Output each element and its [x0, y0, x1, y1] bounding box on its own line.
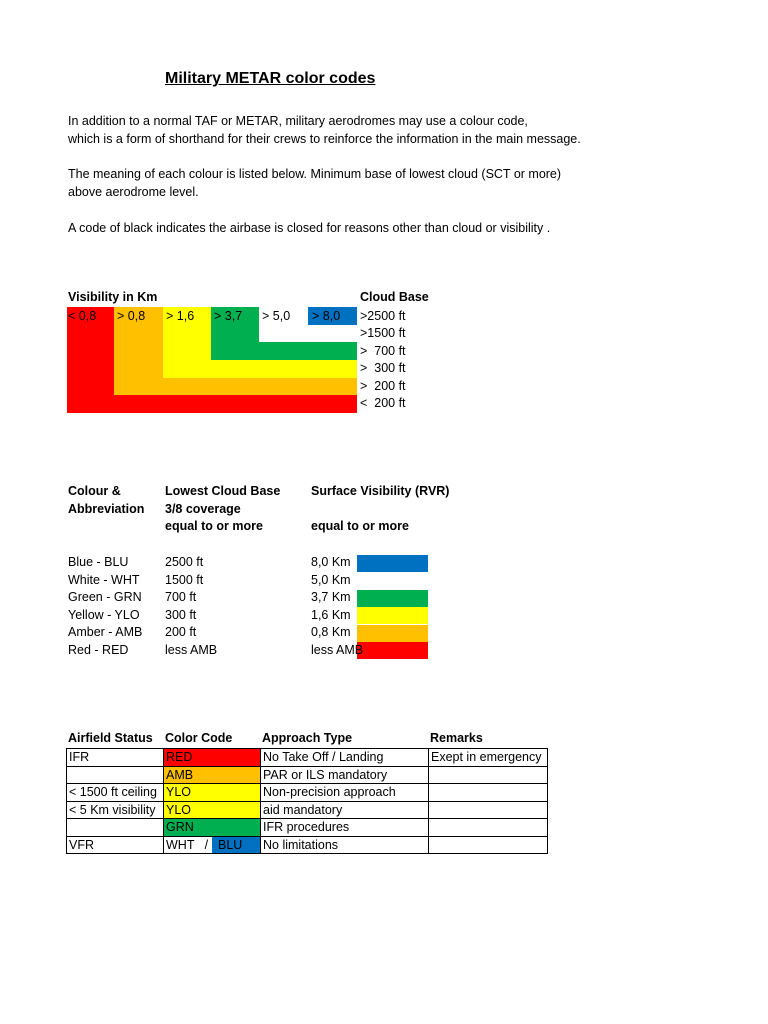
vis-label-yellow: > 1,6 [166, 309, 195, 323]
vis-label-white: > 5,0 [262, 309, 291, 323]
vis-label-green: > 3,7 [214, 309, 243, 323]
page-title: Military METAR color codes [165, 70, 376, 87]
color-code-cell: GRN [164, 819, 261, 837]
status-cell: < 5 Km visibility [67, 801, 164, 819]
table-row [67, 784, 548, 802]
color-code-blue: BLU [212, 837, 260, 854]
approach-cell: aid mandatory [261, 801, 429, 819]
color-code-cell: AMB [164, 766, 261, 784]
cloud-label-below-200: < 200 ft [360, 396, 406, 410]
legend-cloud-yellow: 300 ft [165, 608, 197, 622]
legend-vis-white: 5,0 Km [311, 573, 351, 587]
legend-vis-red: less AMB [311, 643, 364, 657]
meaning-line-1: The meaning of each colour is listed below. Minimum base of lowest cloud (SCT or more) [68, 167, 562, 181]
table-row [67, 819, 548, 837]
color-code-cell: RED [164, 749, 261, 767]
legend-colour-header-1: Colour & [68, 484, 121, 498]
remarks-cell [429, 801, 548, 819]
legend-swatch-amber [357, 625, 428, 642]
table-row [67, 749, 548, 767]
legend-swatch-yellow [357, 607, 428, 624]
vis-label-amber: > 0,8 [117, 309, 146, 323]
legend-vis-amber: 0,8 Km [311, 625, 351, 639]
cloud-label-300: > 300 ft [360, 361, 406, 375]
cloud-label-2500: >2500 ft [360, 309, 406, 323]
status-cell [67, 819, 164, 837]
meaning-line-2: above aerodrome level. [68, 185, 199, 199]
vis-label-red: < 0,8 [68, 309, 97, 323]
color-code-cell: YLO [164, 784, 261, 802]
approach-cell: No Take Off / Landing [261, 749, 429, 767]
cloud-label-700: > 700 ft [360, 344, 406, 358]
status-header-remarks: Remarks [430, 731, 483, 745]
legend-name-amber: Amber - AMB [68, 625, 143, 639]
status-cell [67, 766, 164, 784]
legend-vis-yellow: 1,6 Km [311, 608, 351, 622]
legend-vis-green: 3,7 Km [311, 590, 351, 604]
black-code-note: A code of black indicates the airbase is closed for reasons other than cloud or visibility . [68, 221, 551, 235]
approach-cell: IFR procedures [261, 819, 429, 837]
table-row [67, 836, 548, 854]
legend-cloud-white: 1500 ft [165, 573, 204, 587]
legend-colour-header-2: Abbreviation [68, 502, 145, 516]
intro-line-2: which is a form of shorthand for their crews to reinforce the information in the main message. [68, 132, 581, 146]
vis-label-blue: > 8,0 [312, 309, 341, 323]
visibility-header: Visibility in Km [68, 290, 158, 304]
status-header-approach: Approach Type [262, 731, 353, 745]
legend-cloud-green: 700 ft [165, 590, 197, 604]
legend-vis-blue: 8,0 Km [311, 555, 351, 569]
remarks-cell [429, 836, 548, 854]
legend-swatch-red [357, 642, 428, 659]
table-row [67, 766, 548, 784]
approach-cell: No limitations [261, 836, 429, 854]
legend-name-blue: Blue - BLU [68, 555, 129, 569]
legend-name-white: White - WHT [68, 573, 140, 587]
legend-cloud-amber: 200 ft [165, 625, 197, 639]
legend-vis-header-1: Surface Visibility (RVR) [311, 484, 450, 498]
legend-name-green: Green - GRN [68, 590, 142, 604]
legend-cloud-header-2: 3/8 coverage [165, 502, 241, 516]
legend-swatch-blue [357, 555, 428, 572]
approach-cell: PAR or ILS mandatory [261, 766, 429, 784]
cloud-label-200: > 200 ft [360, 379, 406, 393]
status-cell: IFR [67, 749, 164, 767]
legend-cloud-header-3: equal to or more [165, 519, 263, 533]
table-row [67, 801, 548, 819]
remarks-cell: Exept in emergency [429, 749, 548, 767]
remarks-cell [429, 766, 548, 784]
legend-cloud-red: less AMB [165, 643, 218, 657]
legend-name-yellow: Yellow - YLO [68, 608, 140, 622]
legend-cloud-header-1: Lowest Cloud Base [165, 484, 281, 498]
color-code-cell: YLO [164, 801, 261, 819]
status-cell: VFR [67, 836, 164, 854]
status-header-airfield: Airfield Status [68, 731, 153, 745]
airfield-status-table [66, 748, 548, 854]
intro-line-1: In addition to a normal TAF or METAR, military aerodromes may use a colour code, [68, 114, 528, 128]
legend-cloud-blue: 2500 ft [165, 555, 204, 569]
cloud-label-1500: >1500 ft [360, 326, 406, 340]
legend-swatch-green [357, 590, 428, 607]
status-cell: < 1500 ft ceiling [67, 784, 164, 802]
legend-name-red: Red - RED [68, 643, 129, 657]
status-header-color: Color Code [165, 731, 233, 745]
color-code-cell [164, 836, 261, 854]
color-code-white: WHT / [166, 837, 209, 852]
remarks-cell [429, 784, 548, 802]
cloud-base-header: Cloud Base [360, 290, 429, 304]
approach-cell: Non-precision approach [261, 784, 429, 802]
legend-vis-header-3: equal to or more [311, 519, 409, 533]
remarks-cell [429, 819, 548, 837]
